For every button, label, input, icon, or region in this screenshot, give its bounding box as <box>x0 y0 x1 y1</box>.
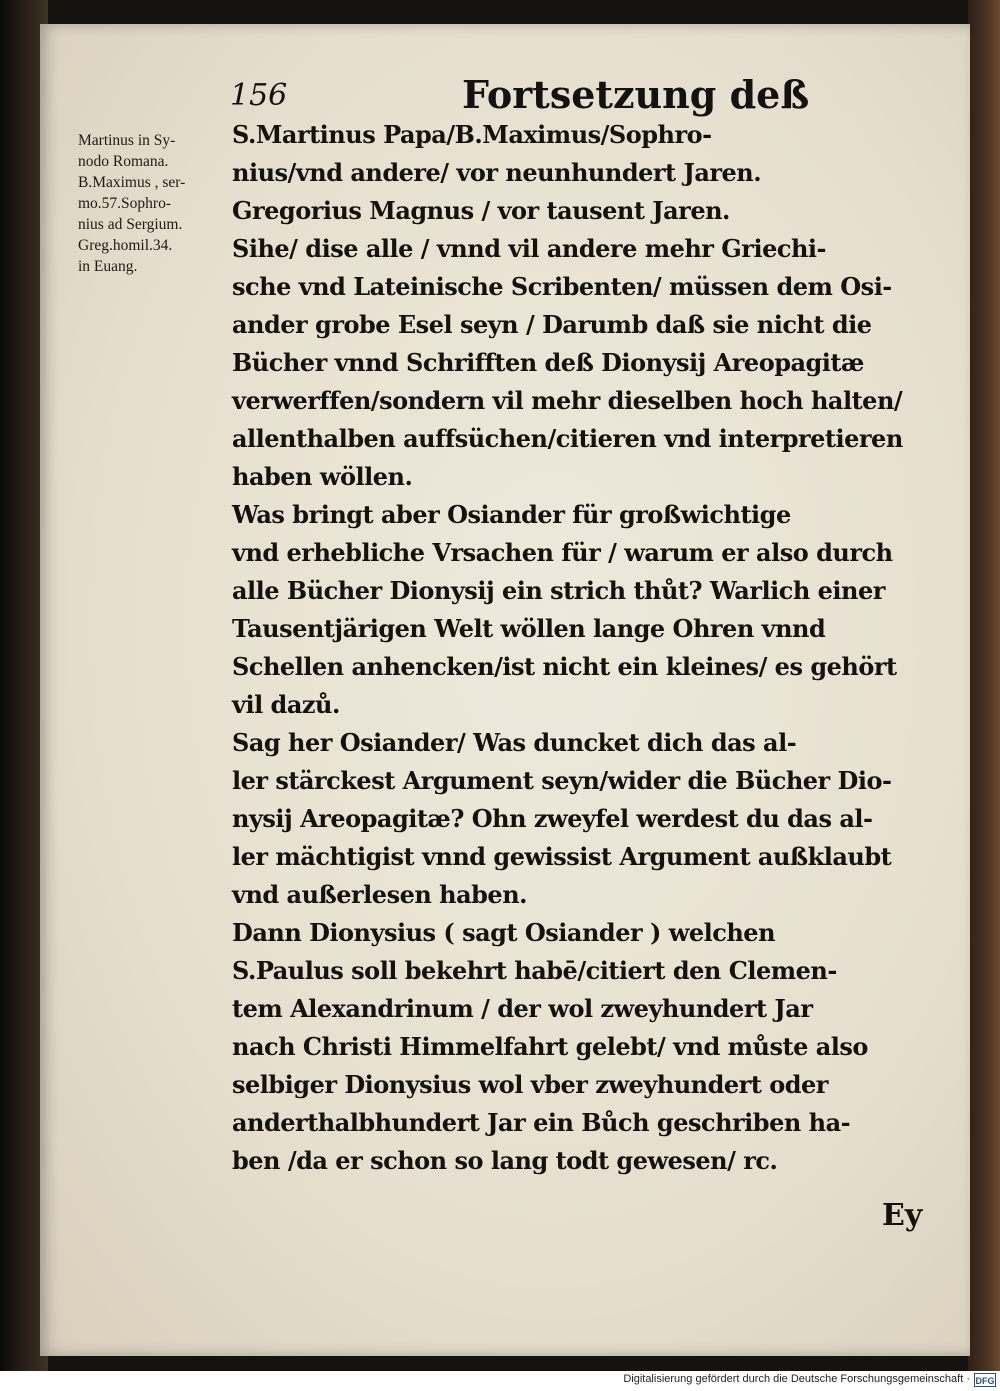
text-line: alle Bücher Dionysij ein strich thůt? Warlich einer <box>232 576 885 605</box>
book-edge <box>968 0 1000 1371</box>
margin-note-line: in Euang. <box>78 258 138 275</box>
text-line: Tausentjärigen Welt wöllen lange Ohren vnnd <box>232 614 826 643</box>
body-text <box>232 116 932 1180</box>
text-line: ben /da er schon so lang todt gewesen/ rc. <box>232 1146 778 1175</box>
dfg-logo: DFG <box>974 1373 996 1387</box>
text-line: tem Alexandrinum / der wol zweyhundert Jar <box>232 994 813 1023</box>
text-line: haben wöllen. <box>232 462 413 491</box>
text-line: Bücher vnnd Schrifften deß Dionysij Areopagitæ <box>232 348 864 377</box>
margin-notes <box>78 130 228 277</box>
text-line: ander grobe Esel seyn / Darumb daß sie nicht die <box>232 310 872 339</box>
text-line: S.Martinus Papa/B.Maximus/Sophro- <box>232 120 712 149</box>
margin-note-line: B.Maximus , ser- <box>78 174 186 191</box>
catchword: Ey <box>882 1198 923 1233</box>
text-line: Gregorius Magnus / vor tausent Jaren. <box>232 196 730 225</box>
page-number: 156 <box>230 78 288 113</box>
text-line: nysij Areopagitæ? Ohn zweyfel werdest du das al- <box>232 804 873 833</box>
text-line: vnd erhebliche Vrsachen für / warum er also durch <box>232 538 893 567</box>
funding-credit: Digitalisierung gefördert durch die Deutsche Forschungsgemeinschaft · <box>623 1373 970 1385</box>
margin-note-line: Greg.homil.34. <box>78 237 173 254</box>
text-line: nach Christi Himmelfahrt gelebt/ vnd můste also <box>232 1032 868 1061</box>
text-line: Sag her Osiander/ Was duncket dich das al- <box>232 728 797 757</box>
text-line: sche vnd Lateinische Scribenten/ müssen dem Osi- <box>232 272 892 301</box>
text-line: Sihe/ dise alle / vnnd vil andere mehr Griechi- <box>232 234 826 263</box>
text-line: Dann Dionysius ( sagt Osiander ) welchen <box>232 918 776 947</box>
text-line: verwerffen/sondern vil mehr dieselben hoch halten/ <box>232 386 903 415</box>
text-line: ler stärckest Argument seyn/wider die Bücher Dio- <box>232 766 892 795</box>
text-line: Schellen anhencken/ist nicht ein kleines/ es gehört <box>232 652 897 681</box>
text-line: allenthalben auffsüchen/citieren vnd interpretieren <box>232 424 903 453</box>
text-line: Was bringt aber Osiander für großwichtige <box>232 500 791 529</box>
text-line: selbiger Dionysius wol vber zweyhundert oder <box>232 1070 828 1099</box>
text-line: vnd außerlesen haben. <box>232 880 528 909</box>
text-line: nius/vnd andere/ vor neunhundert Jaren. <box>232 158 762 187</box>
running-head: Fortsetzung deß <box>462 72 810 117</box>
text-line: S.Paulus soll bekehrt habē/citiert den Clemen- <box>232 956 837 985</box>
footer-bar <box>0 1371 1000 1391</box>
margin-note-line: Martinus in Sy- <box>78 132 176 149</box>
text-line: vil dazů. <box>232 690 340 719</box>
margin-note-line: nodo Romana. <box>78 153 169 170</box>
text-line: anderthalbhundert Jar ein Bůch geschriben ha- <box>232 1108 851 1137</box>
text-line: ler mächtigist vnnd gewissist Argument außklaubt <box>232 842 892 871</box>
margin-note-line: mo.57.Sophro- <box>78 195 171 212</box>
margin-note-line: nius ad Sergium. <box>78 216 183 233</box>
